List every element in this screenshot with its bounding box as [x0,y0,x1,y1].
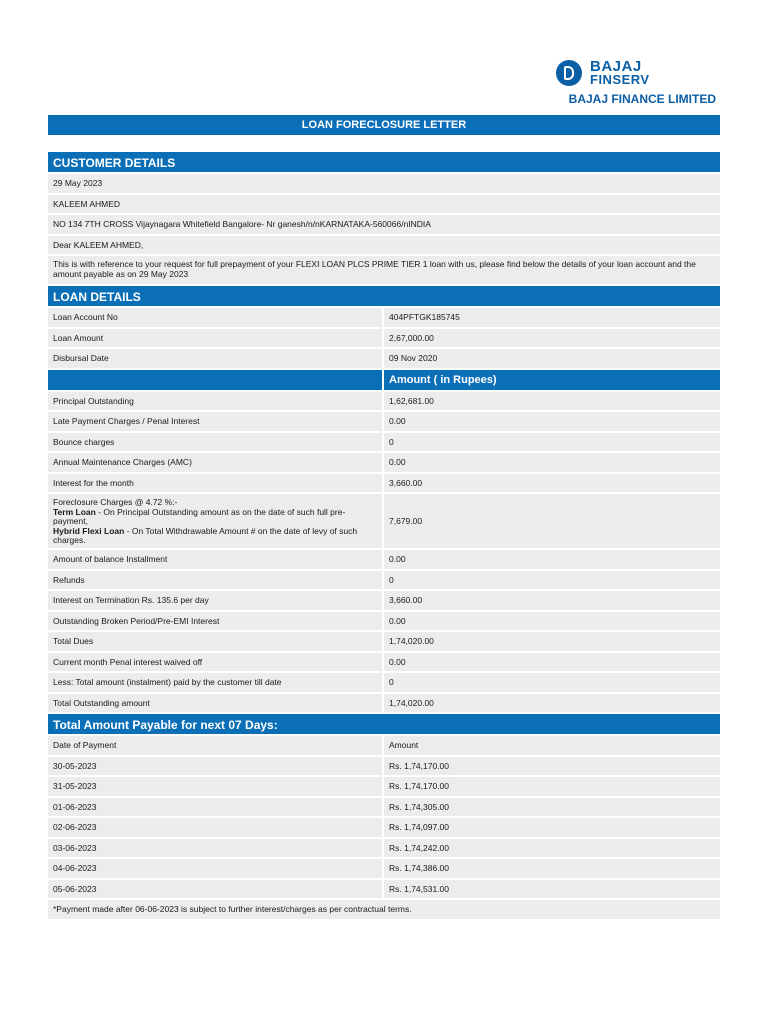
charge-row-label: Annual Maintenance Charges (AMC) [53,457,192,468]
payment-footnote: *Payment made after 06-06-2023 is subject to further interest/charges as per contractual terms. [48,900,720,921]
charge-row-value: 0.00 [382,412,720,431]
foreclosure-charges-value: 7,679.00 [382,494,720,548]
charge-row-value: 0 [382,571,720,590]
charge-row-label: Interest on Termination Rs. 135.6 per day [53,595,209,606]
payment-row [48,859,720,880]
charge-row-value: 0.00 [382,653,720,672]
payment-row-label: 04-06-2023 [53,863,97,874]
bajaj-finserv-logo [556,58,716,108]
charge-row [48,612,720,633]
charge-row-label: Refunds [53,574,85,585]
payment-row-value: Rs. 1,74,170.00 [382,757,720,776]
payment-row-value: Rs. 1,74,386.00 [382,859,720,878]
charge-row-label: Total Outstanding amount [53,697,150,708]
charge-row-label: Principal Outstanding [53,395,134,406]
payment-row [48,757,720,778]
loan-details-heading: LOAN DETAILS [48,286,720,308]
foreclosure-charges-label: Foreclosure Charges @ 4.72 %:- Term Loan - On Principal Outstanding amount as on the date of such full pre-payment, Hybrid Flexi Loan - On Total Withdrawable Amount # on the date of levy of such charges. [53,497,358,545]
loan-detail-row-value: 404PFTGK185745 [382,308,720,327]
letter-date: 29 May 2023 [48,174,720,195]
loan-detail-row-value: 09 Nov 2020 [382,349,720,368]
charge-row-label: Outstanding Broken Period/Pre-EMI Interest [53,615,220,626]
charge-row [48,550,720,571]
letter-title: LOAN FORECLOSURE LETTER [48,115,720,137]
amount-header: Amount [382,736,720,755]
payable-heading: Total Amount Payable for next 07 Days: [48,714,720,736]
payment-row-value: Rs. 1,74,097.00 [382,818,720,837]
charge-row [48,571,720,592]
loan-detail-row-label: Loan Account No [53,312,118,323]
charge-row [48,653,720,674]
payment-row-label: 30-05-2023 [53,760,97,771]
charge-row-label: Amount of balance Installment [53,554,168,565]
charge-row-value: 3,660.00 [382,474,720,493]
payment-row-label: 31-05-2023 [53,781,97,792]
customer-details-heading: CUSTOMER DETAILS [48,152,720,174]
customer-address: NO 134 7TH CROSS Vijaynagara Whitefield Bangalore- Nr ganesh/n/nKARNATAKA-560066/nINDIA [48,215,720,236]
letter-body [48,115,720,921]
charge-row-value: 0.00 [382,550,720,569]
charge-row-value: 0.00 [382,453,720,472]
charge-row [48,433,720,454]
payment-row [48,818,720,839]
payment-row-value: Rs. 1,74,170.00 [382,777,720,796]
charge-row-value: 1,74,020.00 [382,694,720,713]
intro-paragraph: This is with reference to your request for full prepayment of your FLEXI LOAN PLCS PRIME TIER 1 loan with us, please find below the details of your loan account and the amount payable as on 29 May 2023 [48,256,720,286]
amount-column-heading: Amount ( in Rupees) [382,370,720,390]
company-name: BAJAJ FINANCE LIMITED [568,92,716,106]
payable-column-headers [48,736,720,757]
charge-row-label: Less: Total amount (instalment) paid by the customer till date [53,677,282,688]
charge-row-label: Late Payment Charges / Penal Interest [53,416,200,427]
loan-detail-row-value: 2,67,000.00 [382,329,720,348]
charge-row-label: Interest for the month [53,477,134,488]
charge-row [48,392,720,413]
loan-detail-row-label: Disbursal Date [53,353,109,364]
charge-row-label: Bounce charges [53,436,115,447]
charge-row-label: Current month Penal interest waived off [53,656,203,667]
payment-row [48,880,720,901]
charge-row-label: Total Dues [53,636,94,647]
charge-row [48,474,720,495]
loan-detail-row [48,308,720,329]
logo-text-line1: BAJAJ [590,58,642,75]
greeting: Dear KALEEM AHMED, [48,236,720,257]
charge-row-value: 0.00 [382,612,720,631]
charge-row [48,673,720,694]
charge-row-value: 3,660.00 [382,591,720,610]
loan-detail-row [48,329,720,350]
logo-text-line2: FINSERV [590,72,650,87]
payment-row-label: 03-06-2023 [53,842,97,853]
payment-row [48,798,720,819]
payment-row [48,777,720,798]
charge-row [48,591,720,612]
charge-row-value: 0 [382,673,720,692]
payment-row-label: 01-06-2023 [53,801,97,812]
date-of-payment-header: Date of Payment [53,740,117,751]
payment-row [48,839,720,860]
charge-row [48,632,720,653]
loan-detail-row [48,349,720,370]
payment-row-label: 02-06-2023 [53,822,97,833]
charge-row [48,694,720,715]
charge-row-value: 1,62,681.00 [382,392,720,411]
payment-row-value: Rs. 1,74,531.00 [382,880,720,899]
logo-mark-icon [556,60,582,86]
charge-row-value: 0 [382,433,720,452]
charge-row [48,412,720,433]
loan-detail-row-label: Loan Amount [53,332,104,343]
payment-row-label: 05-06-2023 [53,883,97,894]
payment-row-value: Rs. 1,74,242.00 [382,839,720,858]
amount-header-row [48,370,720,392]
charge-row-value: 1,74,020.00 [382,632,720,651]
charge-row [48,453,720,474]
payment-row-value: Rs. 1,74,305.00 [382,798,720,817]
foreclosure-charges-row [48,494,720,550]
customer-name: KALEEM AHMED [48,195,720,216]
